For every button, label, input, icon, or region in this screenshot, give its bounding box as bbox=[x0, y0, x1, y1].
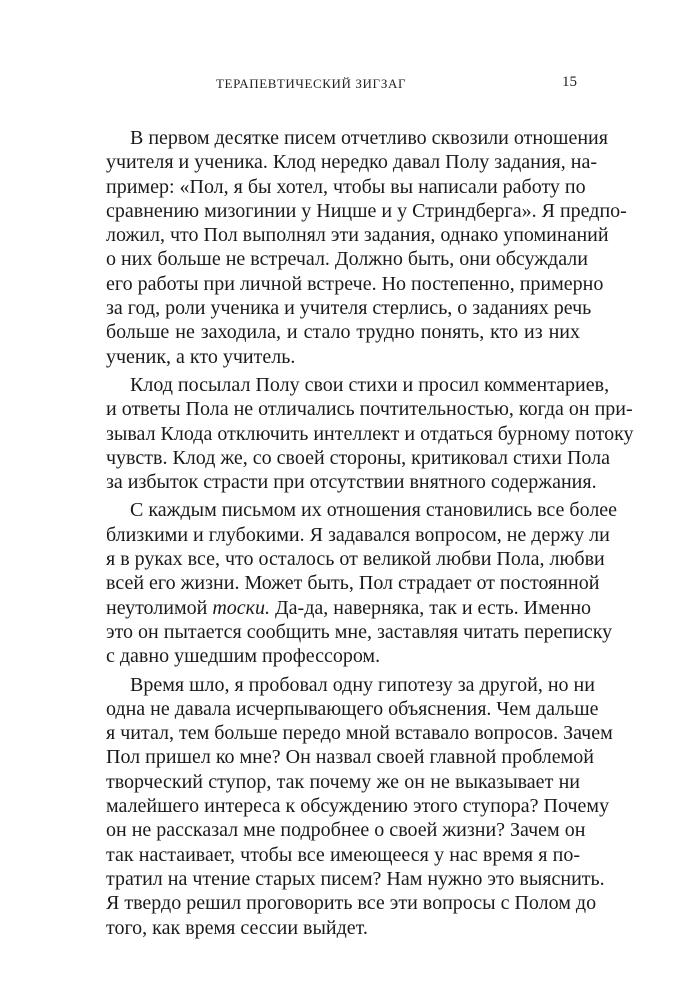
paragraph-line: так настаивает, чтобы все имеющееся у нас время я по- bbox=[106, 843, 580, 866]
paragraph-line: учителя и ученика. Клод нередко давал Полу задания, на- bbox=[106, 151, 597, 174]
paragraph-line: тратил на чтение старых писем? Нам нужно это выяснить. bbox=[106, 867, 605, 890]
paragraph-2 bbox=[106, 373, 634, 494]
paragraph-line: Пол пришел ко мне? Он назвал своей главной проблемой bbox=[106, 746, 594, 769]
paragraph-line: пример: «Пол, я бы хотел, чтобы вы написали работу по bbox=[106, 175, 586, 198]
italic-word: тоски. bbox=[212, 596, 271, 619]
paragraph-line: я в руках все, что осталось от великой любви Пола, любви bbox=[106, 548, 605, 571]
paragraph-line: он не рассказал мне подробнее о своей жизни? Зачем он bbox=[106, 819, 586, 842]
paragraph-line: зывал Клода отключить интеллект и отдаться бурному потоку bbox=[106, 422, 634, 445]
paragraph-line: того, как время сессии выйдет. bbox=[106, 916, 368, 939]
paragraph-line: Клод посылал Полу свои стихи и просил комментариев, bbox=[130, 373, 610, 396]
paragraph-line: больше не заходила, и стало трудно понять, кто из них bbox=[106, 321, 580, 344]
paragraph-line: близкими и глубокими. Я задавался вопросом, не держу ли bbox=[106, 523, 610, 546]
running-header-title: ТЕРАПЕВТИЧЕСКИЙ ЗИГЗАГ bbox=[216, 76, 407, 91]
paragraph-4 bbox=[106, 673, 613, 940]
page-number: 15 bbox=[562, 74, 577, 90]
line-suffix: Да-да, наверняка, так и есть. Именно bbox=[270, 596, 592, 619]
paragraph-line: о них больше не встречал. Должно быть, они обсуждали bbox=[106, 248, 588, 271]
paragraph-line: сравнению мизогинии у Ницше и у Стриндберга». Я предпо- bbox=[106, 199, 627, 222]
paragraph-line: ученик, а кто учитель. bbox=[106, 345, 296, 368]
paragraph-line: с давно ушедшим профессором. bbox=[106, 645, 381, 668]
paragraph-line: творческий ступор, так почему же он не выказывает ни bbox=[106, 770, 580, 793]
paragraph-line: С каждым письмом их отношения становились все более bbox=[130, 499, 618, 522]
paragraph-line: Время шло, я пробовал одну гипотезу за другой, но ни bbox=[130, 673, 595, 696]
paragraph-line: это он пытается сообщить мне, заставляя читать переписку bbox=[106, 620, 613, 643]
paragraph-line: Я твердо решил проговорить все эти вопросы с Полом до bbox=[106, 892, 597, 915]
body-text bbox=[106, 126, 634, 940]
paragraph-line: В первом десятке писем отчетливо сквозили отношения bbox=[130, 127, 608, 149]
line-prefix: неутолимой bbox=[106, 596, 213, 619]
paragraph-line: за год, роли ученика и учителя стерлись, о заданиях речь bbox=[106, 297, 592, 320]
paragraph-line: одна не давала исчерпывающего объяснения. Чем дальше bbox=[106, 697, 599, 720]
paragraph-line: ложил, что Пол выполнял эти задания, однако упоминаний bbox=[106, 224, 609, 247]
paragraph-line: его работы при личной встрече. Но постепенно, примерно bbox=[106, 272, 604, 295]
paragraph-line: я читал, тем больше передо мной вставало вопросов. Зачем bbox=[106, 722, 613, 745]
paragraph-1 bbox=[106, 126, 627, 369]
paragraph-line-with-italic bbox=[106, 596, 592, 620]
paragraph-3 bbox=[106, 498, 618, 668]
paragraph-line: за избыток страсти при отсутствии внятного содержания. bbox=[106, 471, 597, 494]
paragraph-line: малейшего интереса к обсуждению этого ступора? Почему bbox=[106, 795, 610, 818]
paragraph-line: и ответы Пола не отличались почтительностью, когда он при- bbox=[106, 398, 633, 421]
paragraph-line: всей его жизни. Может быть, Пол страдает от постоянной bbox=[106, 572, 600, 595]
paragraph-line: чувств. Клод же, со своей стороны, критиковал стихи Пола bbox=[106, 446, 611, 469]
